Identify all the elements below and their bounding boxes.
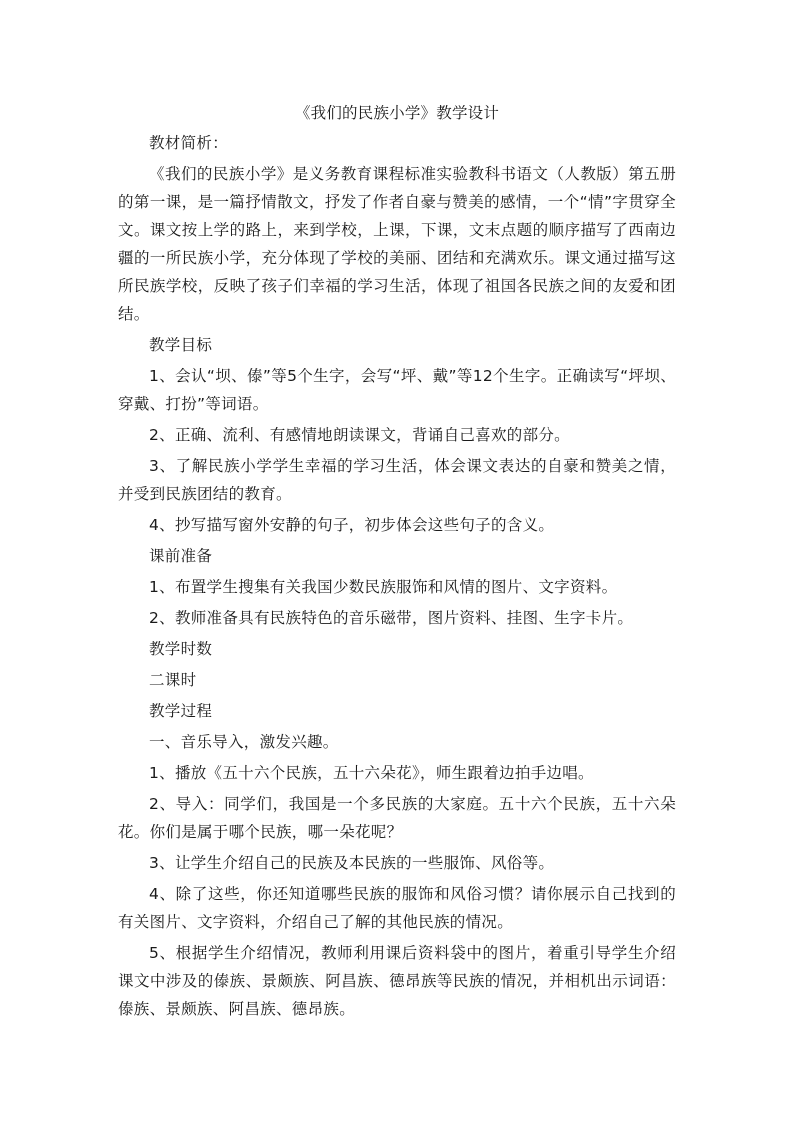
process-item-4: 4、除了这些，你还知道哪些民族的服饰和风俗习惯？请你展示自己找到的有关图片、文字资料，介绍自己了解的其他民族的情况。 bbox=[118, 885, 676, 931]
goal-item-1: 1、会认“坝、傣”等5个生字，会写“坪、戴”等12个生字。正确读写“坪坝、穿戴、打扮”等词语。 bbox=[118, 367, 676, 413]
section-heading-analysis: 教材简析： bbox=[149, 134, 229, 152]
section-heading-preparation: 课前准备 bbox=[149, 547, 213, 565]
process-item-2: 2、导入：同学们，我国是一个多民族的大家庭。五十六个民族，五十六朵花。你们是属于哪个民族，哪一朵花呢？ bbox=[118, 795, 676, 841]
section-heading-hours: 教学时数 bbox=[149, 640, 213, 658]
document-title: 《我们的民族小学》教学设计 bbox=[294, 104, 500, 122]
document-page bbox=[118, 99, 676, 1023]
process-item-3: 3、让学生介绍自己的民族及本民族的一些服饰、风俗等。 bbox=[149, 854, 555, 872]
process-item-1: 1、播放《五十六个民族，五十六朵花》，师生跟着边拍手边唱。 bbox=[149, 764, 594, 782]
preparation-item-2: 2、教师准备具有民族特色的音乐磁带，图片资料、挂图、生字卡片。 bbox=[149, 609, 634, 627]
goal-item-4: 4、抄写描写窗外安静的句子，初步体会这些句子的含义。 bbox=[149, 516, 555, 534]
hours-value: 二课时 bbox=[149, 671, 197, 689]
preparation-item-1: 1、布置学生搜集有关我国少数民族服饰和风情的图片、文字资料。 bbox=[149, 578, 618, 596]
paragraph-analysis: 《我们的民族小学》是义务教育课程标准实验教科书语文（人教版）第五册的第一课，是一篇抒情散文，抒发了作者自豪与赞美的感情，一个“情”字贯穿全文。课文按上学的路上，来到学校，上课，下课，文末点题的顺序描写了西南边疆的一所民族小学，充分体现了学校的美丽、团结和充满欢乐。课文通过描写这所民族学校，反映了孩子们幸福的学习生活，体现了祖国各民族之间的友爱和团结。 bbox=[118, 165, 676, 323]
section-heading-process: 教学过程 bbox=[149, 702, 213, 720]
goal-item-2: 2、正确、流利、有感情地朗读课文，背诵自己喜欢的部分。 bbox=[149, 426, 570, 444]
section-heading-goals: 教学目标 bbox=[149, 336, 213, 354]
process-item-5: 5、根据学生介绍情况，教师利用课后资料袋中的图片，着重引导学生介绍课文中涉及的傣族、景颇族、阿昌族、德昂族等民族的情况，并相机出示词语：傣族、景颇族、阿昌族、德昂族。 bbox=[118, 944, 676, 1018]
goal-item-3: 3、了解民族小学学生幸福的学习生活，体会课文表达的自豪和赞美之情，并受到民族团结的教育。 bbox=[118, 457, 676, 503]
process-step-heading-1: 一、音乐导入，激发兴趣。 bbox=[149, 733, 339, 751]
